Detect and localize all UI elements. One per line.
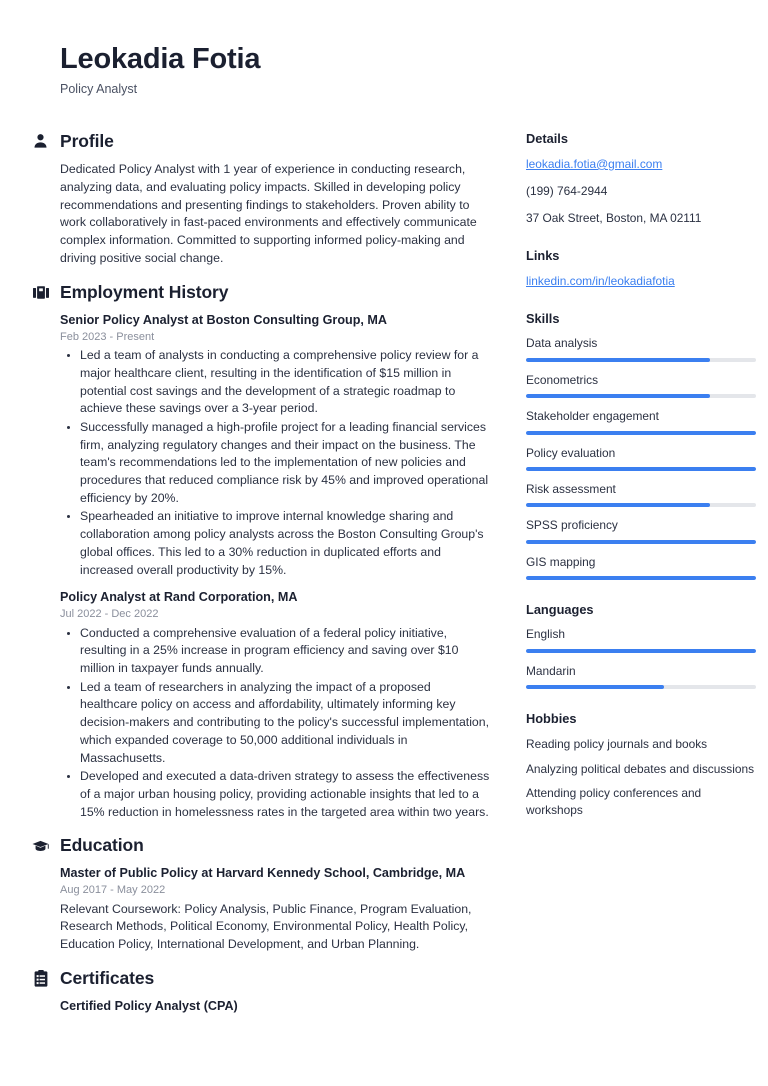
sidebar-block-links — [526, 248, 756, 289]
section-title-profile: Profile — [60, 130, 114, 151]
list-item: • Conducted a comprehensive evaluation of a federal policy initiative, resulting in a 25% increase in program efficiency and saving over $10 million in taxpayer funds annually. — [80, 625, 490, 678]
sidebar-title-hobbies: Hobbies — [526, 711, 577, 727]
language-label: Mandarin — [526, 663, 576, 678]
resume-header — [24, 44, 744, 97]
skill-meter-fill — [526, 394, 710, 398]
clipboard-icon — [32, 969, 49, 988]
graduation-cap-icon — [32, 836, 49, 855]
certificate-entry — [60, 998, 490, 1015]
skill-meter-fill — [526, 358, 710, 362]
skill-meter — [526, 540, 756, 544]
skill-row — [526, 336, 756, 361]
briefcase-icon — [32, 283, 49, 302]
page-title: Leokadia Fotia — [60, 43, 261, 75]
skill-meter — [526, 467, 756, 471]
skill-row — [526, 555, 756, 580]
skill-meter — [526, 394, 756, 398]
skill-row — [526, 409, 756, 434]
skill-meter — [526, 576, 756, 580]
linkedin-link[interactable]: linkedin.com/in/leokadiafotia — [526, 274, 675, 289]
skill-meter-fill — [526, 576, 756, 580]
list-item: • Spearheaded an initiative to improve internal knowledge sharing and collaboration among policy analysts across the Boston Consulting Group's global offices. This led to a 30% reduction in duplicated efforts and increased overall productivity by 15%. — [80, 508, 490, 579]
profile-text: Dedicated Policy Analyst with 1 year of experience in conducting research, analyzing data, and evaluating policy impacts. Skilled in developing policy recommendations and presenting findings to stakeholders. Proven ability to work collaboratively in fast-paced environments and effectively communicate complex information. Committed to supporting informed policy-making and driving positive social change. — [60, 161, 477, 266]
education-entry — [60, 865, 490, 954]
language-meter — [526, 649, 756, 653]
section-body-employment — [32, 312, 490, 821]
hobby-item: Reading policy journals and books — [526, 737, 708, 752]
list-item: • Led a team of researchers in analyzing the impact of a proposed healthcare policy on access and affordability, ultimately informing key decision-makers and contributing to the policy's successful implementation, which expanded coverage to 50,000 additional individuals in Massachusetts. — [80, 679, 490, 768]
sidebar-title-links: Links — [526, 248, 560, 264]
list-item: • Developed and executed a data-driven strategy to assess the effectiveness of a major urban housing policy, providing actionable insights that led to a 15% reduction in homelessness rates in the targeted area within two years. — [80, 768, 490, 821]
skill-row — [526, 446, 756, 471]
skill-meter — [526, 358, 756, 362]
address: 37 Oak Street, Boston, MA 02111 — [526, 211, 702, 226]
skill-label: SPSS proficiency — [526, 518, 618, 533]
language-meter — [526, 685, 756, 689]
employment-entry-date: Feb 2023 - Present — [60, 330, 155, 343]
skill-label: Policy evaluation — [526, 445, 616, 460]
section-header-profile — [32, 131, 490, 152]
section-title-certificates: Certificates — [60, 968, 155, 989]
employment-entry-bullets — [60, 625, 490, 822]
skill-meter-fill — [526, 503, 710, 507]
section-body-certificates — [32, 998, 490, 1015]
sidebar-title-skills: Skills — [526, 311, 560, 327]
main-column — [24, 131, 490, 1029]
language-row — [526, 627, 756, 652]
employment-entry — [60, 589, 490, 821]
phone-number: (199) 764-2944 — [526, 183, 608, 198]
sidebar-title-details: Details — [526, 130, 568, 146]
skill-meter-fill — [526, 540, 756, 544]
sidebar-block-languages — [526, 602, 756, 689]
list-item: • Successfully managed a high-profile project for a leading financial services firm, analyzing regulatory changes and their impact on the business. The team's recommendations led to the implementation of new policies and procedures that reduced compliance risk by 45% and improved operational efficiency by 20%. — [80, 419, 490, 508]
skill-label: Stakeholder engagement — [526, 409, 659, 424]
language-meter-fill — [526, 649, 756, 653]
skill-row — [526, 482, 756, 507]
skill-row — [526, 373, 756, 398]
section-title-employment: Employment History — [60, 281, 229, 302]
education-entry-description: Relevant Coursework: Policy Analysis, Public Finance, Program Evaluation, Research Methods, Political Economy, Environmental Policy, Health Policy, Education Policy, International Development, and Urban Planning. — [60, 901, 472, 952]
job-title: Policy Analyst — [60, 81, 138, 96]
section-header-employment — [32, 282, 490, 303]
sidebar-title-languages: Languages — [526, 602, 594, 618]
skill-label: Risk assessment — [526, 482, 616, 497]
skill-label: GIS mapping — [526, 554, 596, 569]
hobby-item: Attending policy conferences and workshops — [526, 786, 702, 817]
education-entry-title: Master of Public Policy at Harvard Kennedy School, Cambridge, MA — [60, 866, 466, 881]
email-link[interactable]: leokadia.fotia@gmail.com — [526, 156, 663, 171]
section-education — [32, 835, 490, 954]
section-header-education — [32, 835, 490, 856]
language-row — [526, 664, 756, 689]
person-icon — [32, 132, 49, 151]
skill-meter — [526, 431, 756, 435]
skill-meter-fill — [526, 431, 756, 435]
hobby-item: Analyzing political debates and discussions — [526, 761, 755, 776]
section-header-certificates — [32, 968, 490, 989]
language-meter-fill — [526, 685, 664, 689]
section-body-education — [32, 865, 490, 954]
skill-meter-fill — [526, 467, 756, 471]
section-profile — [32, 131, 490, 268]
employment-entry-bullets — [60, 347, 490, 579]
sidebar-column — [526, 131, 756, 840]
section-employment — [32, 282, 490, 821]
employment-entry — [60, 312, 490, 579]
education-entry-date: Aug 2017 - May 2022 — [60, 884, 166, 897]
sidebar-block-hobbies — [526, 711, 756, 818]
skill-row — [526, 518, 756, 543]
section-certificates — [32, 968, 490, 1015]
section-title-education: Education — [60, 835, 144, 856]
employment-entry-title: Senior Policy Analyst at Boston Consulting Group, MA — [60, 312, 387, 327]
section-body-profile — [32, 161, 490, 268]
skill-label: Data analysis — [526, 336, 598, 351]
language-label: English — [526, 627, 565, 642]
employment-entry-date: Jul 2022 - Dec 2022 — [60, 608, 159, 621]
sidebar-block-details — [526, 131, 756, 226]
skill-label: Econometrics — [526, 372, 599, 387]
resume-body — [24, 130, 755, 1029]
list-item: • Led a team of analysts in conducting a comprehensive policy review for a major healthcare client, resulting in the identification of $15 million in potential cost savings and the development of a strategic roadmap to achieve these savings over a 3-year period. — [80, 347, 490, 418]
certificate-entry-title: Certified Policy Analyst (CPA) — [60, 999, 238, 1014]
employment-entry-title: Policy Analyst at Rand Corporation, MA — [60, 590, 298, 605]
sidebar-block-skills — [526, 311, 756, 580]
skill-meter — [526, 503, 756, 507]
